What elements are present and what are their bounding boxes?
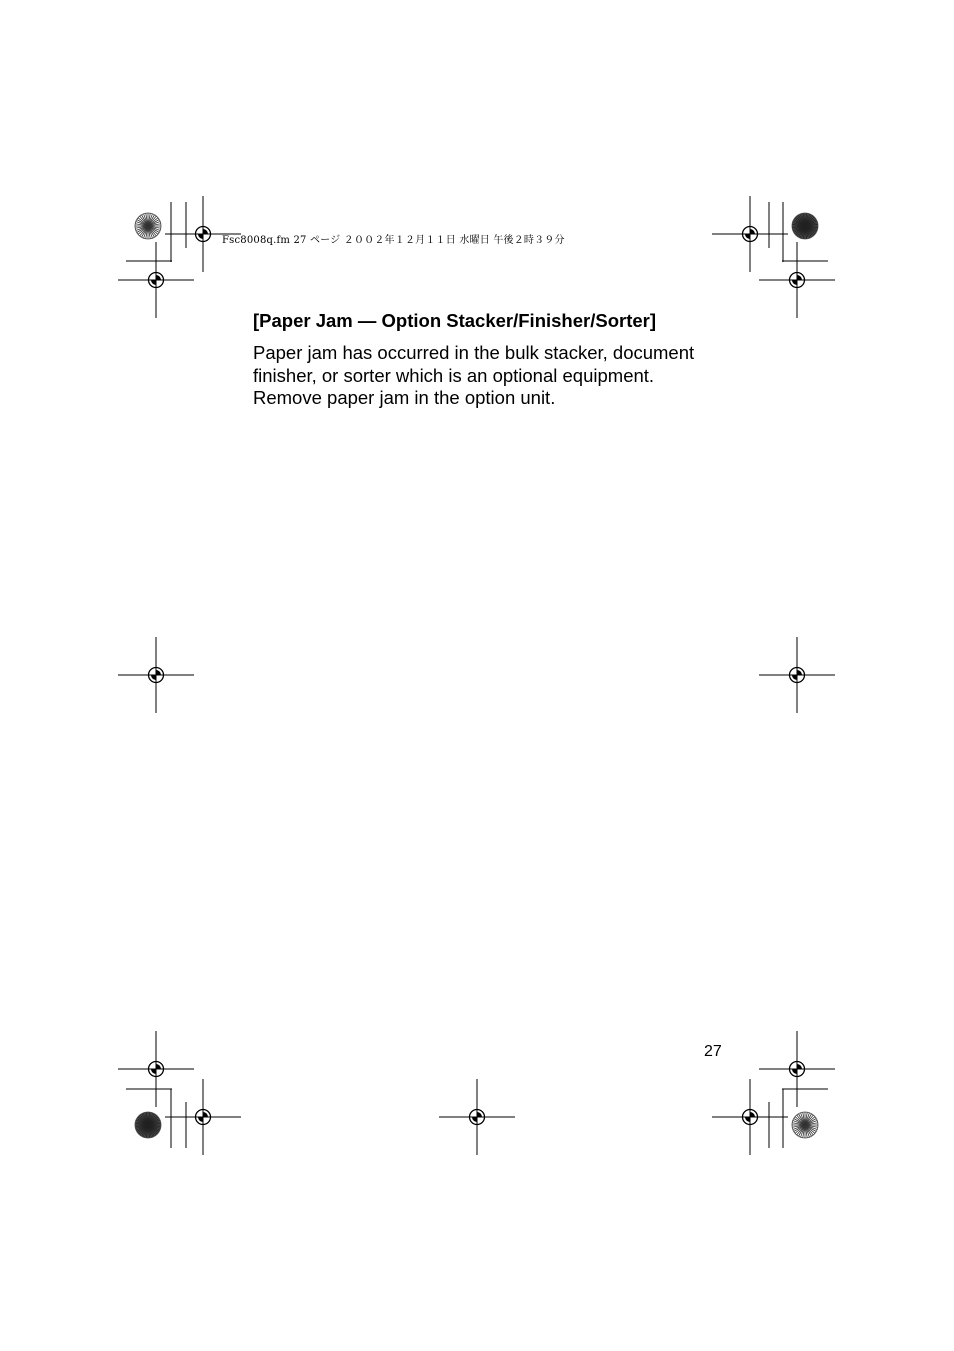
star-target [135,1112,161,1138]
page-number: 27 [704,1043,722,1060]
registration-crosshair [118,1031,194,1107]
registration-crosshair [712,196,788,272]
body-line: Paper jam has occurred in the bulk stacker, document [253,342,695,363]
section-heading: [Paper Jam — Option Stacker/Finisher/Sorter] [253,310,656,331]
registration-crosshair [759,242,835,318]
registration-marks [118,196,835,1155]
registration-crosshair [759,1031,835,1107]
registration-crosshair [118,242,194,318]
registration-crosshair [165,1079,241,1155]
registration-crosshair [439,1079,515,1155]
section-body [253,342,733,410]
file-slug: Fsc8008q.fm 27 ページ ２００２年１２月１１日 水曜日 午後２時３９分 [222,235,565,246]
registration-crosshair [118,637,194,713]
registration-crosshair [712,1079,788,1155]
body-line: Remove paper jam in the option unit. [253,387,556,408]
star-target [135,213,161,239]
body-line: finisher, or sorter which is an optional equipment. [253,364,655,386]
star-target [792,1112,818,1138]
registration-crosshair [759,637,835,713]
star-target [792,213,818,239]
